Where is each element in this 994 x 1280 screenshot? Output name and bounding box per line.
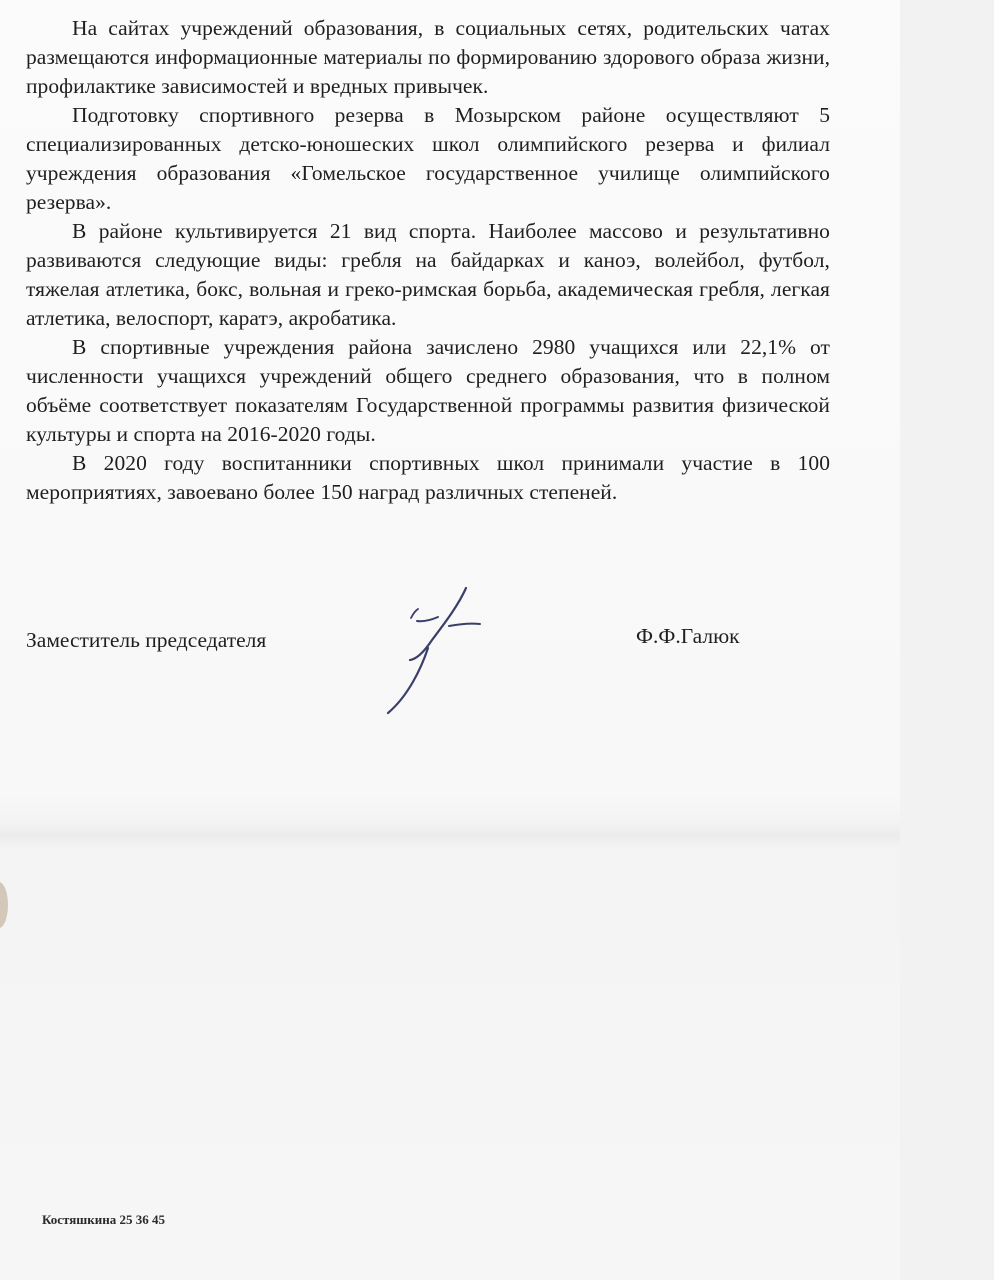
signature-block xyxy=(26,624,786,664)
signatory-name: Ф.Ф.Галюк xyxy=(636,624,740,648)
paragraph-enrollment: В спортивные учреждения района зачислено 2980 учащихся или 22,1% от численности учащихся учреждений общего среднего образования, что в полном объёме соответствует показателям Государственной программы развития физической культуры и спорта на 2016-2020 годы. xyxy=(26,335,830,446)
paragraph-sports-types: В районе культивируется 21 вид спорта. Наиболее массово и результативно развиваются следующие виды: гребля на байдарках и каноэ, волейбол, футбол, тяжелая атлетика, бокс, вольная и греко-римская борьба, академическая гребля, легкая атлетика, велоспорт, каратэ, акробатика. xyxy=(26,219,830,330)
paper-fold-shadow xyxy=(0,820,900,850)
paragraph-events-2020: В 2020 году воспитанники спортивных школ принимали участие в 100 мероприятиях, завоевано более 150 наград различных степеней. xyxy=(26,451,830,504)
executor-contact: Костяшкина 25 36 45 xyxy=(42,1212,165,1227)
paragraph-information-materials: На сайтах учреждений образования, в социальных сетях, родительских чатах размещаются информационные материалы по формированию здорового образа жизни, профилактике зависимостей и вредных привычек. xyxy=(26,16,830,98)
scan-margin xyxy=(900,0,994,1280)
signatory-position: Заместитель председателя xyxy=(26,628,267,652)
document-body xyxy=(26,14,830,507)
paragraph-sports-reserve: Подготовку спортивного резерва в Мозырском районе осуществляют 5 специализированных детско-юношеских школ олимпийского резерва и филиал учреждения образования «Гомельское государственное училище олимпийского резерва». xyxy=(26,103,830,214)
